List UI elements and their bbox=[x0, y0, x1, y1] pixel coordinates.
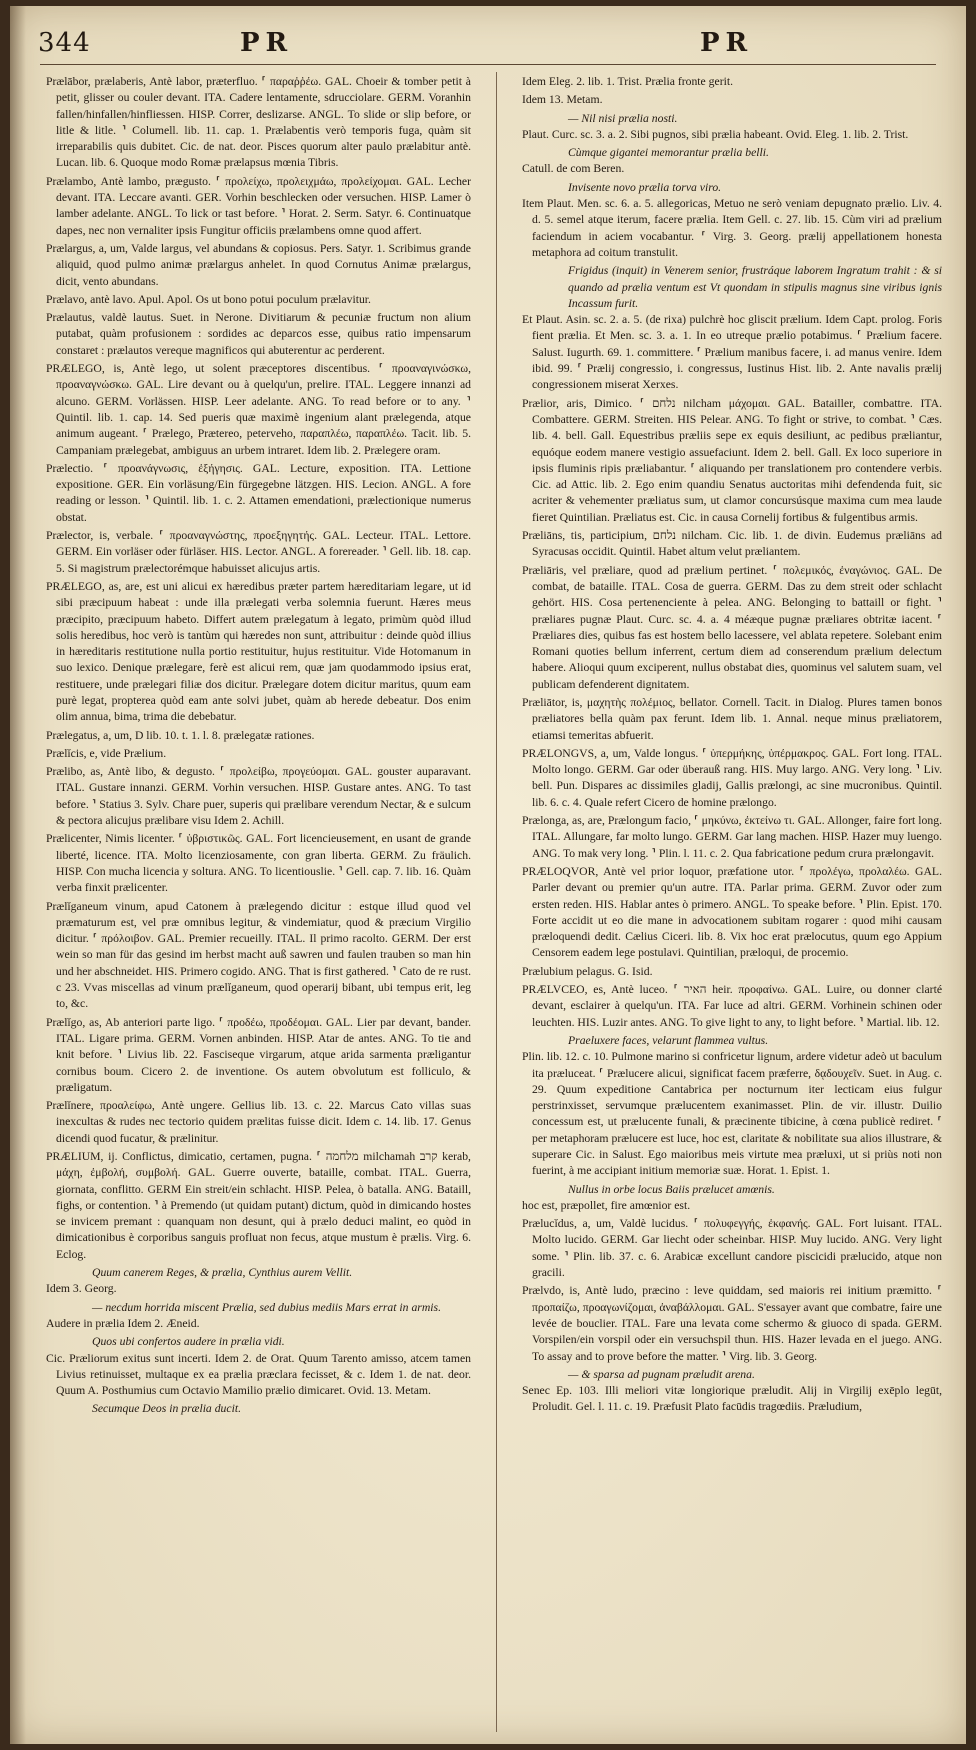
dictionary-entry: Et Plaut. Asin. sc. 2. a. 5. (de rixa) pulchrè hoc gliscit prælium. Idem Capt. prolog. Foris fient prælia. Et Men. sc. 3. a. 1. In eo utreque prælio potabimus. ⸢ Prælium facere. Salust. Iugurth. 69. 1. committere. ⸢ Prælium manibus facere, i. ad manus venire. Idem ibid. 99. ⸢ Prælij congressio, i. congressus, Iustinus Hist. lib. 2. Ante navalis prælij congressionem miserat Xerxes. bbox=[522, 313, 942, 392]
dictionary-entry: Præliātor, is, μαχητὴς πολέμιος, bellator. Cornell. Tacit. in Dialog. Plures tamen bonos præliatores bella quàm pax ferunt. Idem lib. 1. Annal. neque minus præliatorem, etiamsi temeritas abfuerit. bbox=[522, 695, 942, 742]
dictionary-entry: Prælvdo, is, Antè ludo, præcino : leve quiddam, sed maioris rei initium præmitto. ⸢ προπαίζω, προαγωνίζομαι, ἀναβάλλομαι. GAL. S'essayer avant que combatre, faire une levée de bouclier. ITAL. Fare una levata come schermo & giuoco di spada. GERM. Vorspilen/ein vorspil oder ein versuchspil thun. HIS. Hazer levada en el juego. ANG. To assay and to prove before the matter. ⸣ Virg. lib. 3. Georg. bbox=[522, 1284, 942, 1363]
dictionary-entry: Idem 3. Georg. bbox=[46, 1282, 117, 1296]
dictionary-entry: Senec Ep. 103. Illi meliori vitæ longiorique præludit. Alij in Virgilij exēplo legūt, Proludit. Gel. l. 11. c. 19. Præfusit Plato facūdis tragœdiis. Præludium, bbox=[522, 1384, 942, 1414]
dictionary-entry: Cic. Præliorum exitus sunt incerti. Idem 2. de Orat. Quum Tarento amisso, atcem tamen Livius retinuisset, multaque ex ea prælia præclara fecisset, & c. Idem 1. de nat. deor. Quum A. Posthumius cum Octavio Mamilio prælio dimicaret. Ovid. 13. Metam. bbox=[46, 1351, 471, 1398]
dictionary-entry: Prælargus, a, um, Valde largus, vel abundans & copiosus. Pers. Satyr. 1. Scribimus grande aliquid, quod pulmo animæ prælargus anhelet. In quod Cornutus Animæ prælargus, dicit, vento abundans. bbox=[46, 241, 471, 288]
gutter-shadow bbox=[10, 6, 26, 1744]
verse-quotation: Praeluxere faces, velarunt flammea vultus. bbox=[568, 1033, 769, 1047]
dictionary-entry: Præliāris, vel præliare, quod ad prælium pertinet. ⸢ πολεμικός, ἐναγώνιος. GAL. De combat, de bataille. ITAL. Cosa de guerra. GERM. Das zu dem streit oder schlacht gehört. HIS. Cosa pertenenciente à pelea. ANG. Belonging to battaill or fight. ⸣ præliares pugnæ Plaut. Curc. sc. 4. a. 4 méæque pugnæ præliares obtritæ iacent. ⸢ Præliares dies, quibus fas est hostem bello lacessere, vel ablata repetere. Solebant enim Romani quoties bellum inferrent, certum diem ad conserendum prælium delectum habere. Alioqui quum exciperent, nullus obstabat dies, quominus vel salutem suam, vel publicam defenderent dignitatem. bbox=[522, 563, 942, 691]
dictionary-entry: Audere in prælia Idem 2. Æneid. bbox=[46, 1316, 200, 1330]
dictionary-entry: Item Plaut. Men. sc. 6. a. 5. allegoricas, Metuo ne serò veniam depugnato prælio. Liv. 4. d. 5. semel atque iterum, facere prælia. Item Gell. c. 27. lib. 15. Cùm viri ad prælium faciendum in aciem vocabantur. ⸢ Virg. 3. Georg. prælij appellationem honesta metaphora ad coitum transtulit. bbox=[522, 197, 942, 259]
right-column bbox=[522, 74, 942, 1726]
dictionary-entry: Prælegatus, a, um, D lib. 10. t. 1. l. 8. prælegatæ rationes. bbox=[46, 728, 315, 742]
dictionary-entry: PRÆLIUM, ij. Conflictus, dimicatio, certamen, pugna. ⸢ מלחמה milchamah קרב kerab, μάχη, ἐμβολή, συμβολή. GAL. Guerre ouverte, bataille, combat. ITAL. Guerra, giornata, conflitto. GERM Ein streit/ein schlacht. HISP. Pelea, ò batalla. ANG. Bataill, fighs, or contention. ⸣ à Premendo (ut quidam putant) dictum, quòd in dimicando hostes se invicem premant : quanquam non desunt, qui à prælo deduci malint, eo quòd in dimicationibus è corporibus sanguis profluat non fecus, atque mustum è prælis. Virg. 6. Eclog. bbox=[46, 1150, 471, 1261]
verse-quotation: Secumque Deos in prælia ducit. bbox=[92, 1402, 241, 1416]
running-head-left: PR bbox=[240, 28, 294, 58]
verse-quotation: Cùmque gigantei memorantur prælia belli. bbox=[568, 146, 769, 160]
verse-quotation: Quum canerem Reges, & prælia, Cynthius aurem Vellit. bbox=[92, 1266, 353, 1280]
dictionary-entry: Idem 13. Metam. bbox=[522, 93, 603, 107]
dictionary-entry: Prælĭgo, as, Ab anteriori parte ligo. ⸢ προδέω, προδέομαι. GAL. Lier par devant, bander. ITAL. Ligare prima. GERM. Vornen anbinden. HISP. Atar de antes. ANG. To tie and knit before. ⸣ Livius lib. 22. Fasciseque virgarum, atque arida sarmenta præligantur cornibus boum. Cicero 2. de inventione. Os autem obvolutum est folliculo, & præligatum. bbox=[46, 1015, 471, 1094]
verse-quotation: — & sparsa ad pugnam præludit arena. bbox=[568, 1367, 755, 1381]
header-rule bbox=[40, 64, 936, 65]
dictionary-entry: Præliāns, tis, participium, נלחם nilcham. Cic. lib. 1. de divin. Eudemus præliāns ad Syracusas occidit. Quintil. Habet altum velut præliantem. bbox=[522, 529, 942, 559]
left-column bbox=[46, 74, 471, 1726]
dictionary-entry: Catull. de com Beren. bbox=[522, 162, 625, 176]
dictionary-entry: Prælubium pelagus. G. Isid. bbox=[522, 964, 653, 978]
verse-quotation: Invisente novo prælia torva viro. bbox=[568, 180, 722, 194]
dictionary-entry: Prælonga, as, are, Prælongum facio, ⸢ μηκύνω, ἐκτείνω τι. GAL. Allonger, faire fort long. ITAL. Allungare, far molto lungo. GERM. Gar lang machen. HISP. Hazer muy luengo. ANG. To mak very long. ⸣ Plin. l. 11. c. 2. Qua fabricatione pedum crura prælongavit. bbox=[522, 814, 942, 860]
dictionary-entry: Prælicenter, Nimis licenter. ⸢ ὑβριστικῶς. GAL. Fort licencieusement, en usant de grande liberté, licence. ITA. Molto licenziosamente, con gran liberta. GERM. Zu fräulich. HISP. Con mucha licencia y soltura. ANG. To licentiouslie. ⸣ Gell. cap. 7. lib. 16. Quàm verba finxit prælicenter. bbox=[46, 832, 471, 895]
dictionary-entry: Prælautus, valdè lautus. Suet. in Nerone. Divitiarum & pecuniæ fructum non alium putabat, quàm profusionem : sordides ac deparcos esse, quibus ratio impensarum constaret : prælautos vereque magnificos qui abuterentur ac perderent. bbox=[46, 311, 471, 357]
dictionary-entry: Prælectio. ⸢ προανάγνωσις, ἐξήγησις. GAL. Lecture, exposition. ITA. Lettione expositione. GER. Ein vorläsung/Ein fürgegebne lätzgen. HIS. Lecion. ANGL. A fore reading or lesson. ⸣ Quintil. lib. 1. c. 2. Attamen emendationi, prælectionique numerus obstat. bbox=[46, 461, 471, 524]
column-divider bbox=[496, 72, 497, 1732]
dictionary-entry: Prælibo, as, Antè libo, & degusto. ⸢ προλείβω, προγεύομαι. GAL. gouster auparavant. ITAL. Gustare innanzi. GERM. Vorhin versuchen. HISP. Gustare antes. ANG. To tast before. ⸣ Statius 3. Sylv. Chare puer, superis qui prælibare verendum Nectar, & e sulcum & pectora alicujus prælibare visu Idem 2. Achill. bbox=[46, 765, 471, 828]
dictionary-entry: Prælambo, Antè lambo, prægusto. ⸢ προλείχω, προλειχμάω, προλείχομαι. GAL. Lecher devant. ITA. Leccare avanti. GER. Vorhin beschlecken oder versuchen. HISP. Lamer ò lamber adelante. ANGL. To lick or tast before. ⸣ Horat. 2. Serm. Satyr. 6. Continuatque dapes, nec non vernaliter ipsis Fungitur officiis prælambens omne quod affert. bbox=[46, 174, 471, 237]
dictionary-entry: Prælucĭdus, a, um, Valdè lucidus. ⸢ πολυφεγγής, ἐκφανής. GAL. Fort luisant. ITAL. Molto lucido. GERM. Gar liecht oder scheinbar. HISP. Muy lucido. ANG. Very light some. ⸣ Plin. lib. 37. c. 6. Arabicæ excellunt candore piscicidi prælucido, atque non gracili. bbox=[522, 1217, 942, 1280]
dictionary-entry: Plin. lib. 12. c. 10. Pulmone marino si confricetur lignum, ardere videtur adeò ut baculum ita præluceat. ⸢ Prælucere alicui, significat facem præferre, δᾳδουχεῖν. Suet. in Aug. c. 29. Quum expeditione Cantabrica per nocturnum iter lecticam eius fulgur perstrinxisset, servumque prælucentem exanimasset. Plin. de vir. illustr. Duilio concessum est, ut prælucente funali, & præcinente tibicine, à cœna publicè rediret. ⸢ per metaphoram prælucere est luce, hoc est, claritate & nobilitate sua alios illustrare, & superare Cic. in Salust. Ego maioribus meis virtute mea præluxi, ut si priùs noti non fuerint, à me accipiant initium memoriæ suæ. Horat. 1. Epist. 1. bbox=[522, 1050, 942, 1178]
dictionary-entry: Prælĭnere, προαλείφω, Antè ungere. Gellius lib. 13. c. 22. Marcus Cato villas suas inexcultas & rudes nec tectorio quidem prælitas fuisse dicit. Idem c. 14. lib. 17. Genus dicendi quod fucatur, & prælinitur. bbox=[46, 1099, 471, 1145]
verse-quotation: — Nil nisi prælia nosti. bbox=[568, 111, 678, 125]
verse-quotation: Quos ubi confertos audere in prælia vidi. bbox=[92, 1335, 285, 1349]
dictionary-entry: Plaut. Curc. sc. 3. a. 2. Sibi pugnos, sibi prælia habeant. Ovid. Eleg. 1. lib. 2. Trist. bbox=[522, 127, 909, 141]
dictionary-entry: Idem Eleg. 2. lib. 1. Trist. Prælia fronte gerit. bbox=[522, 75, 734, 88]
dictionary-entry: Prælĭcis, e, vide Prælium. bbox=[46, 746, 167, 760]
running-head-right: PR bbox=[700, 28, 754, 58]
verse-quotation: — necdum horrida miscent Prælia, sed dubius mediis Mars errat in armis. bbox=[92, 1300, 441, 1314]
book-page bbox=[10, 6, 966, 1744]
page-number: 344 bbox=[38, 28, 91, 58]
dictionary-entry: Prælābor, prælaberis, Antè labor, præterfluo. ⸢ παραῤῥέω. GAL. Choeir & tomber petit à petit, glisser ou couler devant. ITA. Cadere lentamente, sdrucciolare. GERM. Voranhin fallen/hinfallen/hinfliessen. HISP. Correr, deslizarse. ANGL. To slide or slip before, or litle & litle. ⸣ Columell. lib. 11. cap. 1. Prælabentis verò temporis fuga, quàm sit irreparabilis quis dubitet. Cic. de nat. deor. Pisces quorum alter paulo prælabitur antè. Lucan. lib. 6. Quoque modo Romæ prælapsus mœnia Tibris. bbox=[46, 75, 471, 170]
dictionary-entry: PRÆLOQVOR, Antè vel prior loquor, præfatione utor. ⸢ προλέγω, προλαλέω. GAL. Parler devant ou premier qu'un autre. ITA. Parlar prima. GERM. Zuvor oder zum ersten reden. HIS. Hablar antes ò primero. ANGL. To speake before. ⸣ Plin. Epist. 170. Forte accidit ut eo die mane in advocationem subitam rogarer : quod mihi causam præloquendi dedit. Cælius Ciceri. lib. 8. Vix hoc erat prælocutus, quum ego Appium Censorem eadem lege postulavi. Quintilian, præloqui, de procemio. bbox=[522, 864, 942, 960]
dictionary-entry: PRÆLEGO, is, Antè lego, ut solent præceptores discentibus. ⸢ προαναγινώσκω, προαναγνώσκω. GAL. Lire devant ou à quelqu'un, prelire. ITAL. Leggere innanzi ad alcuno. GERM. Vorlässen. HISP. Leer adelante. ANG. To read before or to any. ⸣ Quintil. lib. 1. cap. 14. Sed pueris quæ maximè ingenium alant prælegenda, atque animum augeant. ⸢ Prælego, Prætereo, peterveho, παραπλέω, παραπλέω. Tacit. lib. 5. Campaniam prælegebat, ambiguus an urbem intraret. Idem lib. 2. Prælegere oram. bbox=[46, 362, 471, 457]
page-header bbox=[10, 6, 966, 66]
dictionary-entry: hoc est, præpollet, fire amœnior est. bbox=[522, 1198, 691, 1212]
dictionary-entry: Prælĭganeum vinum, apud Catonem à prælegendo dicitur : estque illud quod vel præmaturum est, vel præ omnibus legitur, & vindemiatur, quod & præcium Virgilio dicitur. ⸢ πρόλοιβον. GAL. Premier recueilly. ITAL. Il primo racolto. GERM. Der erst wein so man für das gesind im herbst macht auß sawren und faulen trauben so man hin und her abschneidet. HIS. Primero cogido. ANG. That is first gathered. ⸣ Cato de re rust. c 23. Vvas miscellas ad vinum prælĭganeum, quod operarij bibant, ubi tempus erit, leg to, &c. bbox=[46, 899, 471, 1011]
dictionary-entry: PRÆLVCEO, es, Antè luceo. ⸢ האיר heir. προφαίνω. GAL. Luire, ou donner clarté devant, esclairer à quelqu'un. ITA. Far luce ad altri. GERM. Vorhinein schinen oder leuchten. HIS. Luzir antes. ANG. To give light to any, to light before. ⸣ Martial. lib. 12. bbox=[522, 983, 942, 1029]
dictionary-entry: Prælector, is, verbale. ⸢ προαναγνώστης, προεξηγητής. GAL. Lecteur. ITAL. Lettore. GERM. Ein vorläser oder fürläser. HIS. Lector. ANGL. A forereader. ⸣ Gell. lib. 18. cap. 5. Si magistrum prælectorémque habuisset alicujus artis. bbox=[46, 529, 471, 575]
verse-quotation: Nullus in orbe locus Baiis prælucet amœnis. bbox=[568, 1182, 775, 1196]
dictionary-entry: PRÆLONGVS, a, um, Valde longus. ⸢ ὑπερμήκης, ὑπέρμακρος. GAL. Fort long. ITAL. Molto longo. GERM. Gar oder überauß rang. HIS. Muy largo. ANG. Very long. ⸣ Liv. bell. Pun. Dispares ac dissimiles gladij, Gallis prælongi, ac sine mucronibus. Quintil. lib. 6. c. 4. Quale refert Cicero de homine prælongo. bbox=[522, 746, 942, 809]
dictionary-entry: PRÆLEGO, as, are, est uni alicui ex hæredibus præter partem hæreditariam legare, ut id sibi præcipuum habeat : unde illa prælegati verba solemnia fuerunt. Hæres meus præcipito, præcipuum habeto. Differt autem prælegatum à legato, primùm quòd illud solis heredibus, hoc verò is tantùm qui hæredes non sunt, attribuitur : deinde quòd illius in hæreditaris restitutione nulla portio restituitur, hujus restituitur. Vide Hotomanum in suo lexico. Denique prælegare, ferè est alicui rem, quæ jam quodammodo ipsius erat, restituere, unde prælegari filiæ dos dicitur. Prælegare dotem dicitur maritus, quum eam purè legat, propterea quòd eam ante solvi jubet, quàm ab herede debeatur. Dos enim olim annua, bima, trima die debebatur. bbox=[46, 579, 471, 724]
dictionary-entry: Prælior, aris, Dimico. ⸢ נלחם nilcham μάχομαι. GAL. Batailler, combattre. ITA. Combattere. GERM. Streiten. HIS Pelear. ANG. To fight or strive, to combat. ⸣ Cæs. lib. 4. bell. Gall. Equestribus præliis sepe ex equis desiliunt, ac pedibus præliantur, equóque eodem manere vestigio assuefaciunt. Idem 2. bell. Gall. Ex loco superiore in ipsis fluminis ripis præliabantur. ⸢ aliquando per translationem pro contendere verbis. Cic. ad Attic. lib. 2. Ego enim quandiu Senatus auctoritas mihi defendenda fuit, sic acriter & vehementer præliatus sum, ut clamor concursúsque maxima cum mea laude fieret Quintilian. Præliatus est. Cic. in causa Cornelij fortibus & fulgentibus armis. bbox=[522, 396, 942, 524]
verse-quotation: Frigidus (inquit) in Venerem senior, frustráque laborem Ingratum trahit : & si quando ad prælia ventum est Vt quondam in stipulis magnus sine viribus ignis Incassum furit. bbox=[568, 264, 942, 310]
dictionary-entry: Prælavo, antè lavo. Apul. Apol. Os ut bono potui poculum prælavitur. bbox=[46, 292, 371, 306]
